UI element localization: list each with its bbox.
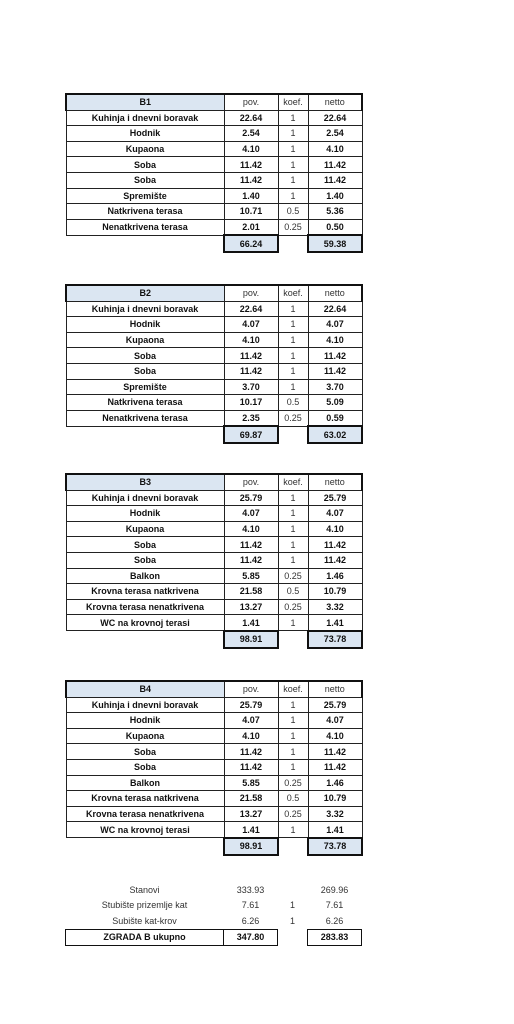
total-spacer: [278, 426, 308, 443]
table-row: [66, 552, 362, 568]
room-koef: 1: [278, 615, 308, 631]
apartment-table-b1: [65, 93, 363, 253]
room-koef: 0.25: [278, 599, 308, 615]
room-pov: 4.10: [224, 332, 278, 348]
room-name: Kuhinja i dnevni boravak: [66, 697, 224, 713]
room-koef: 1: [278, 713, 308, 729]
building-summary-table: [65, 882, 362, 946]
room-netto: 11.42: [308, 759, 362, 775]
room-pov: 4.10: [224, 728, 278, 744]
room-koef: 1: [278, 157, 308, 173]
table-total-row: [66, 426, 362, 443]
room-netto: 11.42: [308, 363, 362, 379]
total-pov: 98.91: [224, 838, 278, 855]
summary-pov: 7.61: [241, 900, 260, 911]
room-koef: 1: [278, 552, 308, 568]
room-netto: 1.40: [308, 188, 362, 204]
total-spacer: [66, 235, 224, 252]
room-koef: 1: [278, 363, 308, 379]
room-pov: 11.42: [224, 552, 278, 568]
summary-netto: 269.96: [320, 884, 349, 895]
room-pov: 10.71: [224, 204, 278, 220]
table-row: [66, 126, 362, 142]
room-netto: 3.32: [308, 806, 362, 822]
room-pov: 25.79: [224, 490, 278, 506]
room-pov: 5.85: [224, 568, 278, 584]
room-name: Spremište: [66, 188, 224, 204]
room-netto: 3.70: [308, 379, 362, 395]
room-name: WC na krovnoj terasi: [66, 822, 224, 838]
column-header-pov: pov.: [224, 681, 278, 697]
room-netto: 2.54: [308, 126, 362, 142]
room-pov: 25.79: [224, 697, 278, 713]
total-netto: 73.78: [308, 838, 362, 855]
table-row: [66, 615, 362, 631]
room-pov: 5.85: [224, 775, 278, 791]
room-koef: 1: [278, 521, 308, 537]
table-row: [66, 521, 362, 537]
room-koef: 1: [278, 490, 308, 506]
table-row: [66, 157, 362, 173]
room-name: Soba: [66, 759, 224, 775]
room-pov: 3.70: [224, 379, 278, 395]
room-netto: 4.10: [308, 141, 362, 157]
room-pov: 22.64: [224, 110, 278, 126]
room-netto: 10.79: [308, 791, 362, 807]
total-spacer: [278, 631, 308, 648]
room-name: Soba: [66, 537, 224, 553]
room-koef: 0.25: [278, 806, 308, 822]
room-koef: 0.25: [278, 410, 308, 426]
room-netto: 11.42: [308, 157, 362, 173]
room-netto: 1.41: [308, 822, 362, 838]
room-koef: 0.5: [278, 395, 308, 411]
total-pov: 98.91: [224, 631, 278, 648]
total-spacer: [278, 838, 308, 855]
room-pov: 4.10: [224, 141, 278, 157]
room-name: Natkrivena terasa: [66, 395, 224, 411]
table-row: [66, 204, 362, 220]
room-netto: 5.36: [308, 204, 362, 220]
table-header-row: [66, 681, 362, 697]
building-total-netto: 283.83: [308, 929, 362, 946]
room-name: Kuhinja i dnevni boravak: [66, 301, 224, 317]
room-name: Soba: [66, 363, 224, 379]
table-row: [66, 775, 362, 791]
room-koef: 1: [278, 506, 308, 522]
apartment-title: B1: [66, 94, 224, 110]
summary-label: Stubište prizemlje kat: [101, 900, 188, 911]
table-row: [66, 506, 362, 522]
room-name: Kupaona: [66, 728, 224, 744]
room-name: Krovna terasa nenatkrivena: [66, 599, 224, 615]
room-pov: 1.41: [224, 822, 278, 838]
room-name: Hodnik: [66, 506, 224, 522]
room-pov: 13.27: [224, 806, 278, 822]
total-netto: 63.02: [308, 426, 362, 443]
building-total-row: [66, 929, 362, 946]
table-row: [66, 806, 362, 822]
column-header-koef: koef.: [278, 285, 308, 301]
room-pov: 4.07: [224, 506, 278, 522]
room-name: Balkon: [66, 568, 224, 584]
total-spacer: [278, 235, 308, 252]
room-pov: 22.64: [224, 301, 278, 317]
table-total-row: [66, 838, 362, 855]
room-pov: 11.42: [224, 759, 278, 775]
room-koef: 0.5: [278, 584, 308, 600]
column-header-koef: koef.: [278, 681, 308, 697]
room-netto: 11.42: [308, 552, 362, 568]
summary-koef: 1: [289, 900, 295, 911]
room-name: Hodnik: [66, 713, 224, 729]
room-name: Krovna terasa natkrivena: [66, 791, 224, 807]
table-row: [66, 410, 362, 426]
room-netto: 11.42: [308, 537, 362, 553]
summary-pov: 333.93: [236, 884, 265, 895]
table-header-row: [66, 94, 362, 110]
room-name: Soba: [66, 157, 224, 173]
room-koef: 1: [278, 126, 308, 142]
room-koef: 1: [278, 759, 308, 775]
room-name: Soba: [66, 744, 224, 760]
room-name: Soba: [66, 172, 224, 188]
room-koef: 1: [278, 332, 308, 348]
room-netto: 25.79: [308, 697, 362, 713]
table-row: [66, 568, 362, 584]
room-koef: 1: [278, 744, 308, 760]
room-koef: 1: [278, 348, 308, 364]
total-pov: 69.87: [224, 426, 278, 443]
room-pov: 2.54: [224, 126, 278, 142]
room-pov: 2.35: [224, 410, 278, 426]
room-pov: 21.58: [224, 584, 278, 600]
summary-pov: 6.26: [241, 915, 260, 926]
summary-koef: 1: [289, 916, 295, 926]
room-netto: 4.07: [308, 317, 362, 333]
room-pov: 4.07: [224, 713, 278, 729]
summary-netto: 7.61: [325, 900, 344, 911]
room-netto: 0.59: [308, 410, 362, 426]
total-spacer: [66, 426, 224, 443]
room-pov: 10.17: [224, 395, 278, 411]
room-koef: 0.5: [278, 791, 308, 807]
building-total-koef: [278, 929, 308, 946]
table-header-row: [66, 474, 362, 490]
column-header-pov: pov.: [224, 474, 278, 490]
room-koef: 1: [278, 110, 308, 126]
room-koef: 0.5: [278, 204, 308, 220]
room-pov: 21.58: [224, 791, 278, 807]
room-name: Hodnik: [66, 317, 224, 333]
room-koef: 1: [278, 317, 308, 333]
room-netto: 4.10: [308, 521, 362, 537]
column-header-pov: pov.: [224, 285, 278, 301]
column-header-koef: koef.: [278, 474, 308, 490]
table-row: [66, 188, 362, 204]
table-row: [66, 791, 362, 807]
room-netto: 11.42: [308, 172, 362, 188]
apartment-table-b2: [65, 284, 363, 444]
room-name: WC na krovnoj terasi: [66, 615, 224, 631]
apartment-title: B4: [66, 681, 224, 697]
room-koef: 0.25: [278, 219, 308, 235]
room-netto: 5.09: [308, 395, 362, 411]
summary-label: Subište kat-krov: [112, 915, 177, 926]
room-netto: 11.42: [308, 744, 362, 760]
table-row: [66, 728, 362, 744]
table-total-row: [66, 235, 362, 252]
table-header-row: [66, 285, 362, 301]
room-netto: 1.46: [308, 775, 362, 791]
room-name: Krovna terasa nenatkrivena: [66, 806, 224, 822]
apartment-table-b4: [65, 680, 363, 856]
total-spacer: [66, 838, 224, 855]
room-netto: 4.07: [308, 713, 362, 729]
summary-koef: [278, 882, 308, 898]
table-row: [66, 490, 362, 506]
room-netto: 4.10: [308, 332, 362, 348]
table-row: [66, 537, 362, 553]
table-row: [66, 219, 362, 235]
room-name: Soba: [66, 348, 224, 364]
table-row: [66, 697, 362, 713]
table-row: [66, 332, 362, 348]
room-pov: 13.27: [224, 599, 278, 615]
table-row: [66, 110, 362, 126]
room-pov: 11.42: [224, 363, 278, 379]
room-netto: 22.64: [308, 301, 362, 317]
room-koef: 1: [278, 537, 308, 553]
room-pov: 4.07: [224, 317, 278, 333]
room-name: Natkrivena terasa: [66, 204, 224, 220]
room-name: Kuhinja i dnevni boravak: [66, 110, 224, 126]
table-row: [66, 759, 362, 775]
table-row: [66, 744, 362, 760]
room-koef: 0.25: [278, 568, 308, 584]
summary-label: Stanovi: [129, 884, 160, 895]
room-koef: 1: [278, 301, 308, 317]
table-total-row: [66, 631, 362, 648]
room-name: Nenatkrivena terasa: [66, 410, 224, 426]
table-row: [66, 822, 362, 838]
room-koef: 1: [278, 697, 308, 713]
room-pov: 11.42: [224, 157, 278, 173]
column-header-netto: netto: [308, 285, 362, 301]
room-pov: 1.40: [224, 188, 278, 204]
room-netto: 11.42: [308, 348, 362, 364]
room-pov: 1.41: [224, 615, 278, 631]
table-row: [66, 172, 362, 188]
building-total-pov: 347.80: [224, 929, 278, 946]
room-netto: 1.41: [308, 615, 362, 631]
total-spacer: [66, 631, 224, 648]
room-koef: 1: [278, 188, 308, 204]
room-netto: 0.50: [308, 219, 362, 235]
total-pov: 66.24: [224, 235, 278, 252]
table-row: [66, 584, 362, 600]
room-netto: 1.46: [308, 568, 362, 584]
table-row: [66, 317, 362, 333]
summary-row: [66, 913, 362, 929]
table-row: [66, 363, 362, 379]
total-netto: 73.78: [308, 631, 362, 648]
room-name: Nenatkrivena terasa: [66, 219, 224, 235]
room-netto: 3.32: [308, 599, 362, 615]
room-pov: 11.42: [224, 348, 278, 364]
room-koef: 1: [278, 172, 308, 188]
room-koef: 1: [278, 822, 308, 838]
room-name: Spremište: [66, 379, 224, 395]
room-pov: 4.10: [224, 521, 278, 537]
room-koef: 0.25: [278, 775, 308, 791]
summary-netto: 6.26: [325, 915, 344, 926]
room-name: Kupaona: [66, 521, 224, 537]
summary-row: [66, 898, 362, 914]
room-name: Kuhinja i dnevni boravak: [66, 490, 224, 506]
column-header-koef: koef.: [278, 94, 308, 110]
room-koef: 1: [278, 728, 308, 744]
room-pov: 11.42: [224, 537, 278, 553]
column-header-netto: netto: [308, 94, 362, 110]
room-name: Kupaona: [66, 332, 224, 348]
table-row: [66, 301, 362, 317]
room-name: Krovna terasa natkrivena: [66, 584, 224, 600]
room-pov: 2.01: [224, 219, 278, 235]
room-pov: 11.42: [224, 172, 278, 188]
room-netto: 10.79: [308, 584, 362, 600]
room-netto: 4.07: [308, 506, 362, 522]
table-row: [66, 395, 362, 411]
column-header-pov: pov.: [224, 94, 278, 110]
room-netto: 22.64: [308, 110, 362, 126]
apartment-title: B2: [66, 285, 224, 301]
apartment-title: B3: [66, 474, 224, 490]
building-total-label: ZGRADA B ukupno: [66, 929, 224, 946]
table-row: [66, 141, 362, 157]
room-netto: 4.10: [308, 728, 362, 744]
room-koef: 1: [278, 141, 308, 157]
table-row: [66, 379, 362, 395]
room-pov: 11.42: [224, 744, 278, 760]
room-koef: 1: [278, 379, 308, 395]
room-name: Hodnik: [66, 126, 224, 142]
room-name: Kupaona: [66, 141, 224, 157]
room-name: Balkon: [66, 775, 224, 791]
column-header-netto: netto: [308, 474, 362, 490]
table-row: [66, 713, 362, 729]
table-row: [66, 599, 362, 615]
total-netto: 59.38: [308, 235, 362, 252]
room-name: Soba: [66, 552, 224, 568]
column-header-netto: netto: [308, 681, 362, 697]
summary-row: [66, 882, 362, 898]
apartment-table-b3: [65, 473, 363, 649]
room-netto: 25.79: [308, 490, 362, 506]
table-row: [66, 348, 362, 364]
